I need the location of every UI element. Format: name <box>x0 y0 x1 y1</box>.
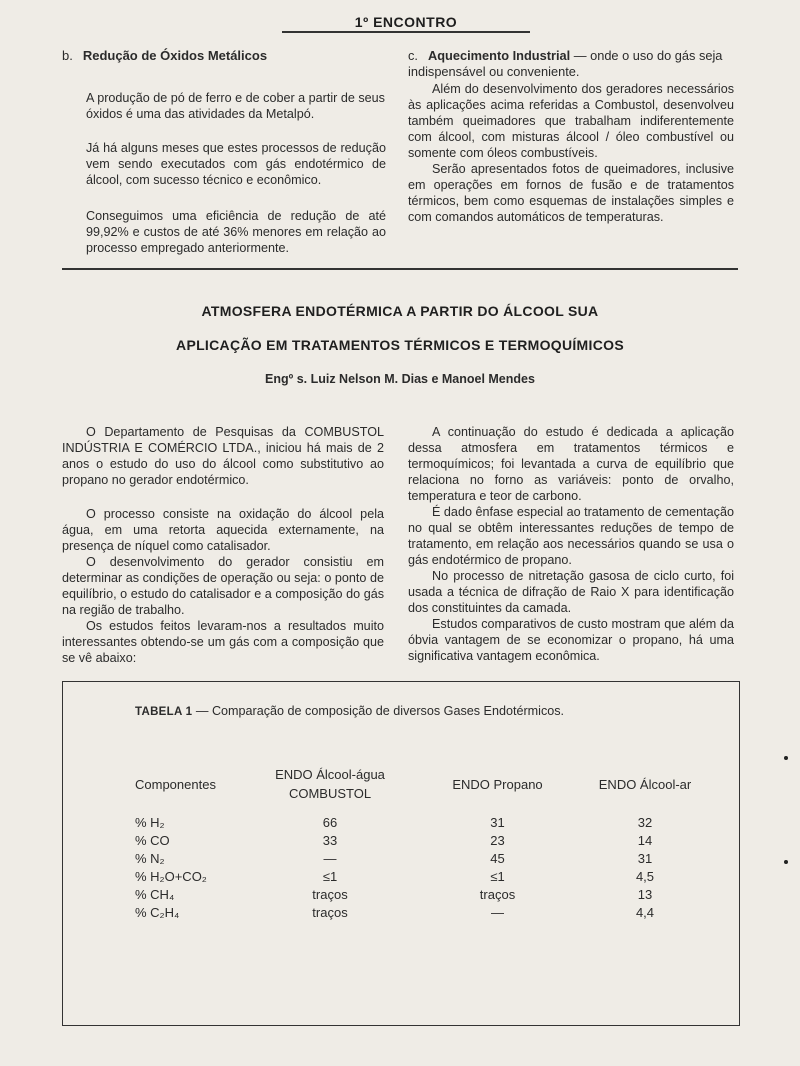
page-header: 1º ENCONTRO <box>354 14 458 30</box>
table-cell: % N₂ <box>135 851 165 866</box>
section-b-title: Redução de Óxidos Metálicos <box>82 48 268 63</box>
table-row <box>135 904 720 922</box>
article-title-line-2: APLICAÇÃO EM TRATAMENTOS TÉRMICOS E TERMOQUÍMICOS <box>176 337 624 353</box>
table-cell: 14 <box>637 833 653 848</box>
section-c-body <box>408 81 734 225</box>
table-cell: % C₂H₄ <box>135 905 180 920</box>
article-title-line-1: ATMOSFERA ENDOTÉRMICA A PARTIR DO ÁLCOOL SUA <box>201 303 599 319</box>
section-c-title: Aquecimento Industrial <box>427 48 571 63</box>
table-cell: ≤1 <box>322 869 338 884</box>
table-caption <box>135 704 564 718</box>
article-paragraph: O Departamento de Pesquisas da COMBUSTOL INDÚSTRIA E COMÉRCIO LTDA., iniciou há mais de 2 anos o estudo do uso do álcool como substitutivo ao propano no gerador endotérmico. <box>62 425 384 487</box>
table-row <box>135 832 720 850</box>
section-c-paragraph: Além do desenvolvimento dos geradores necessários às aplicações acima referidas a Combustol, desenvolveu também queimadores que trabalham indiferentemente com álcool, com misturas álcool / óleo combustível ou somente com óleos combustíveis. <box>408 82 734 160</box>
table-row <box>135 850 720 868</box>
section-c-title-rest: — onde o uso do gás seja indispensável ou conveniente. <box>408 48 723 79</box>
table-header-cell: ENDO Propano <box>452 776 543 792</box>
article-paragraph: Os estudos feitos levaram-nos a resultados muito interessantes obtendo-se um gás com a composição que se vê abaixo: <box>62 619 384 665</box>
article-paragraph: O processo consiste na oxidação do álcool pela água, em uma retorta aquecida externamente, na presença de níquel como catalisador. <box>62 507 384 553</box>
table-header-cell: ENDO Álcool-ar <box>598 776 692 792</box>
table-cell: traços <box>312 905 348 920</box>
table-row <box>135 868 720 886</box>
table-cell: 23 <box>490 833 505 848</box>
table-cell: 33 <box>322 833 338 848</box>
table-caption-text: — Comparação de composição de diversos Gases Endotérmicos. <box>192 704 565 718</box>
section-b-body <box>86 140 386 188</box>
section-b-body <box>86 208 386 256</box>
print-speck <box>784 756 788 760</box>
section-b-paragraph: Conseguimos uma eficiência de redução de até 99,92% e custos de até 36% menores em relação ao processo empregado anteriormente. <box>86 209 386 255</box>
table-cell: traços <box>312 887 348 902</box>
table-cell: % H₂O+CO₂ <box>135 869 207 884</box>
table-cell: 4,4 <box>635 905 655 920</box>
article-right-column <box>408 424 734 664</box>
header-endo-alcool-agua: ENDO Álcool-água COMBUSTOL <box>275 767 385 801</box>
section-c-number: c. <box>408 48 418 63</box>
composition-table <box>135 762 720 922</box>
table-label: TABELA 1 <box>135 706 193 718</box>
section-c-heading <box>408 48 734 80</box>
table-cell: 66 <box>322 815 338 830</box>
section-b-number: b. <box>62 48 73 63</box>
section-c-paragraph: Serão apresentados fotos de queimadores, inclusive em operações em fornos de fusão e de tratamentos térmicos, bem como esquemas de instalações simples e com comandos automáticos de temperaturas. <box>408 162 734 224</box>
table-cell: 31 <box>637 851 653 866</box>
table-header-cell <box>235 762 425 806</box>
article-paragraph: A continuação do estudo é dedicada a aplicação dessa atmosfera em tratamentos térmicos e termoquímicos; foi levantada a curva de equilíbrio que relaciona no forno as variáveis: ponto de orvalho, temperatura e teor de carbono. <box>408 425 734 503</box>
article-paragraph: O desenvolvimento do gerador consistiu em determinar as condições de operação ou seja: o ponto de equilíbrio, o estudo do catalisador e a composição do gás na região de trabalho. <box>62 555 384 617</box>
table-cell: ≤1 <box>490 869 505 884</box>
table-header-cell: Componentes <box>135 776 216 792</box>
table-cell: — <box>491 905 504 920</box>
table-cell: 45 <box>490 851 505 866</box>
section-b-body <box>86 90 386 122</box>
article-paragraph: No processo de nitretação gasosa de ciclo curto, foi usada a técnica de difração de Raio X para identificação dos constituintes da camada. <box>408 569 734 615</box>
table-cell: 31 <box>490 815 505 830</box>
article-left-column <box>62 424 384 666</box>
table-cell: 13 <box>637 887 653 902</box>
section-b-paragraph: A produção de pó de ferro e de cober a partir de seus óxidos é uma das atividades da Metalpó. <box>86 91 385 121</box>
table-row <box>135 886 720 904</box>
table-cell: traços <box>479 887 516 902</box>
table-cell: % H₂ <box>135 815 165 830</box>
section-divider <box>62 268 738 270</box>
table-cell: % CH₄ <box>135 887 175 902</box>
table-cell: 32 <box>637 815 653 830</box>
table-cell: — <box>323 851 337 866</box>
article-authors: Engº s. Luiz Nelson M. Dias e Manoel Mendes <box>265 372 535 386</box>
table-row <box>135 814 720 832</box>
table-cell: % CO <box>135 833 170 848</box>
table-header-row <box>135 762 720 806</box>
article-paragraph: Estudos comparativos de custo mostram que além da óbvia vantagem de se economizar o propano, há uma significativa vantagem econômica. <box>408 617 734 663</box>
section-b-heading <box>62 48 267 63</box>
section-b-paragraph: Já há alguns meses que estes processos de redução vem sendo executados com gás endotérmico de álcool, com sucesso técnico e econômico. <box>86 141 386 187</box>
article-paragraph: É dado ênfase especial ao tratamento de cementação no qual se obtêm interessantes reduções de tempo de tratamento, em relação aos necessários quando se usa o gás endotérmico de propano. <box>408 505 734 567</box>
print-speck <box>784 860 788 864</box>
header-underline <box>282 31 530 33</box>
table-cell: 4,5 <box>635 869 655 884</box>
